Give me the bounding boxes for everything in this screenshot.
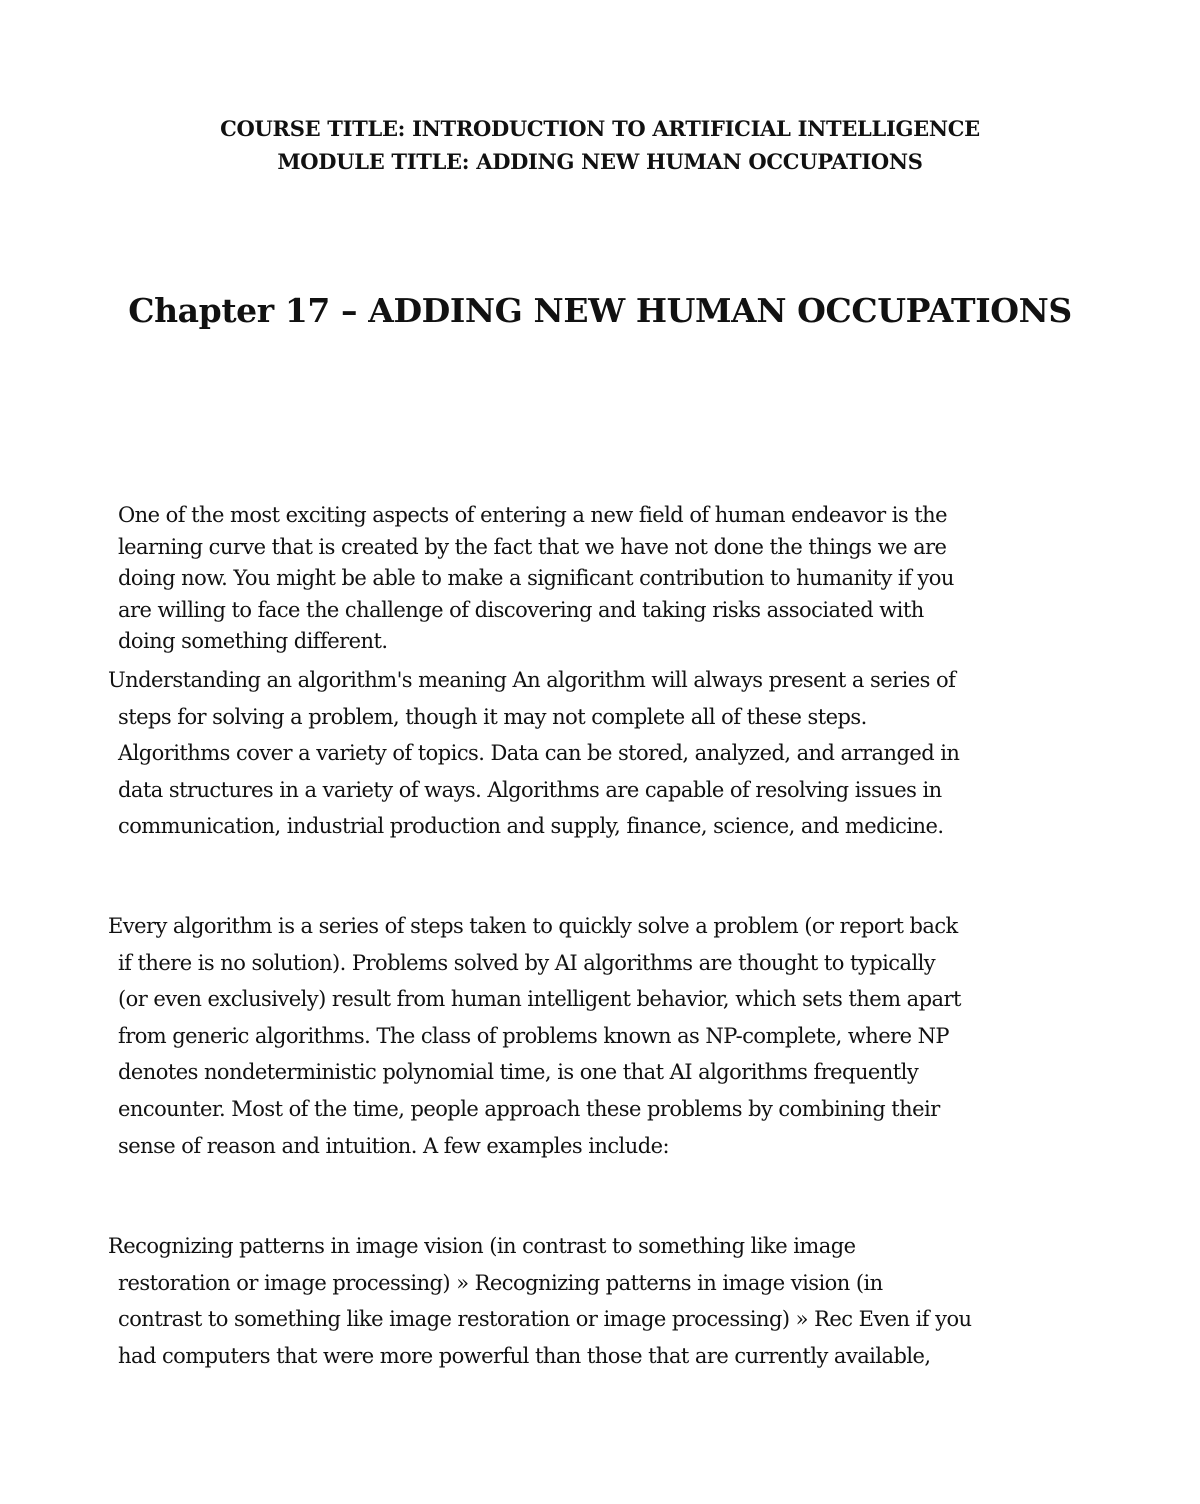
paragraph-line: Understanding an algorithm's meaning An algorithm will always present a series of [108,668,956,692]
paragraph-line: had computers that were more powerful than those that are currently available, [118,1343,931,1368]
paragraph-ai-algorithms [108,908,1098,1164]
paragraph-line: restoration or image processing) » Recognizing patterns in image vision (in [118,1270,883,1295]
paragraph-line: denotes nondeterministic polynomial time, is one that AI algorithms frequently [118,1060,919,1085]
paragraph-line: contrast to something like image restoration or image processing) » Rec Even if you [118,1307,972,1332]
chapter-title: Chapter 17 – ADDING NEW HUMAN OCCUPATIONS [128,291,1072,330]
paragraph-line: doing something different. [118,629,388,653]
paragraph-line: if there is no solution). Problems solved by AI algorithms are thought to typically [118,950,936,975]
paragraph-line: encounter. Most of the time, people approach these problems by combining their [118,1096,940,1121]
paragraph-line: Recognizing patterns in image vision (in contrast to something like image [108,1234,856,1258]
paragraph-algorithm-meaning [108,662,1098,845]
paragraph-line: data structures in a variety of ways. Algorithms are capable of resolving issues in [118,777,942,802]
paragraph-intro [118,500,1098,658]
paragraph-line: learning curve that is created by the fact that we have not done the things we are [118,534,947,559]
paragraph-line: steps for solving a problem, though it may not complete all of these steps. [118,704,867,729]
paragraph-line: from generic algorithms. The class of problems known as NP-complete, where NP [118,1023,950,1048]
paragraph-line: doing now. You might be able to make a significant contribution to humanity if you [118,566,954,590]
paragraph-line: Every algorithm is a series of steps taken to quickly solve a problem (or report back [108,914,958,938]
paragraph-pattern-recognition [108,1228,1098,1374]
paragraph-line: One of the most exciting aspects of entering a new field of human endeavor is the [118,503,948,527]
module-title: MODULE TITLE: ADDING NEW HUMAN OCCUPATIONS [277,149,923,174]
paragraph-line: sense of reason and intuition. A few examples include: [118,1133,669,1158]
paragraph-line: communication, industrial production and supply, finance, science, and medicine. [118,814,944,839]
course-header [0,112,1200,178]
course-title: COURSE TITLE: INTRODUCTION TO ARTIFICIAL INTELLIGENCE [220,116,980,141]
paragraph-line: (or even exclusively) result from human intelligent behavior, which sets them apart [118,987,961,1012]
paragraph-line: are willing to face the challenge of discovering and taking risks associated with [118,597,924,622]
paragraph-line: Algorithms cover a variety of topics. Data can be stored, analyzed, and arranged in [118,741,960,766]
